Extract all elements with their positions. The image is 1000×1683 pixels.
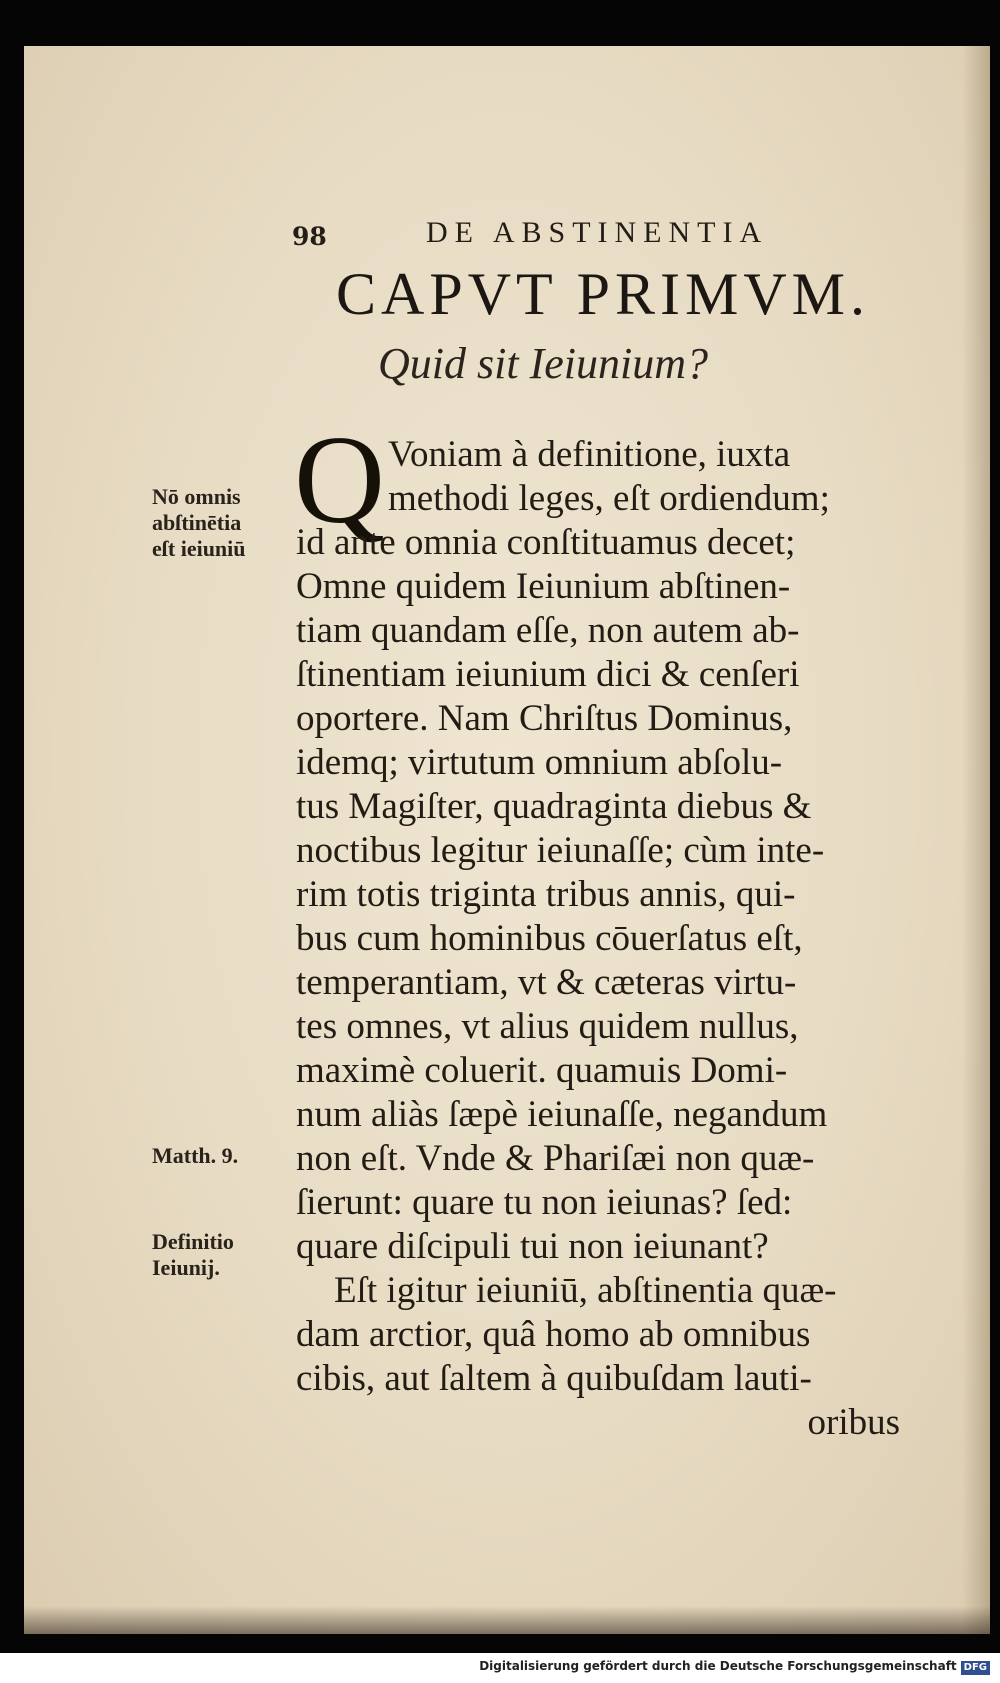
margin-note-line: Ieiunij. [152,1255,220,1280]
page-number: 98 [292,222,327,251]
text-line: id ante omnia conſtituamus decet; [296,522,796,563]
text-line: tus Magiſter, quadraginta diebus & [296,786,812,827]
margin-note-abstinentia [152,484,246,562]
catchword: oribus [807,1402,900,1443]
drop-cap: Q [294,411,385,550]
page-gutter-shadow [962,46,990,1634]
text-line: non eſt. Vnde & Phariſæi non quæ- [296,1138,815,1179]
running-head: DE ABSTINENTIA [426,216,769,249]
text-line: tiam quandam eſſe, non autem ab- [296,610,800,651]
margin-note-line: Nō omnis [152,484,241,509]
page-bottom-edge [24,1606,990,1634]
book-page [24,46,990,1634]
margin-note-line: abſtinētia [152,510,242,535]
text-line: ſtinentiam ieiunium dici & cenſeri [296,654,800,695]
footer-bar [0,1653,1000,1683]
body-text [296,433,906,1445]
margin-note-line: eſt ieiuniū [152,536,246,561]
text-line: ſierunt: quare tu non ieiunas? ſed: [296,1182,793,1223]
margin-note-line: Matth. 9. [152,1143,239,1168]
footer-credit-text: Digitalisierung gefördert durch die Deutsche Forschungsgemeinschaft [479,1659,957,1673]
text-line: noctibus legitur ieiunaſſe; cùm inte- [296,830,825,871]
text-line: Omne quidem Ieiunium abſtinen- [296,566,791,607]
margin-note-definitio [152,1229,234,1281]
margin-note-line: Definitio [152,1229,234,1254]
text-line: num aliàs ſæpè ieiunaſſe, negandum [296,1094,828,1135]
text-line: temperantiam, vt & cæteras virtu- [296,962,797,1003]
text-line: dam arctior, quâ homo ab omnibus [296,1314,811,1355]
text-line: oportere. Nam Chriſtus Dominus, [296,698,793,739]
text-line: Voniam à definitione, iuxta [388,434,791,475]
margin-note-matth [152,1143,238,1169]
text-line: cibis, aut ſaltem à quibuſdam lauti- [296,1358,812,1399]
text-line: tes omnes, vt alius quidem nullus, [296,1006,799,1047]
chapter-subtitle: Quid sit Ieiunium? [378,339,708,388]
text-line: methodi leges, eſt ordiendum; [388,478,830,519]
text-line: bus cum hominibus cōuerſatus eſt, [296,918,803,959]
text-line: rim totis triginta tribus annis, qui- [296,874,796,915]
text-line: quare diſcipuli tui non ieiunant? [296,1226,769,1267]
text-line: idemq; virtutum omnium abſolu- [296,742,783,783]
dfg-logo: DFG [961,1661,990,1675]
chapter-title: CAPVT PRIMVM. [336,261,871,327]
text-line: Eſt igitur ieiuniū, abſtinentia quæ- [334,1270,837,1311]
footer-credit [479,1659,990,1675]
text-line: maximè coluerit. quamuis Domi- [296,1050,788,1091]
